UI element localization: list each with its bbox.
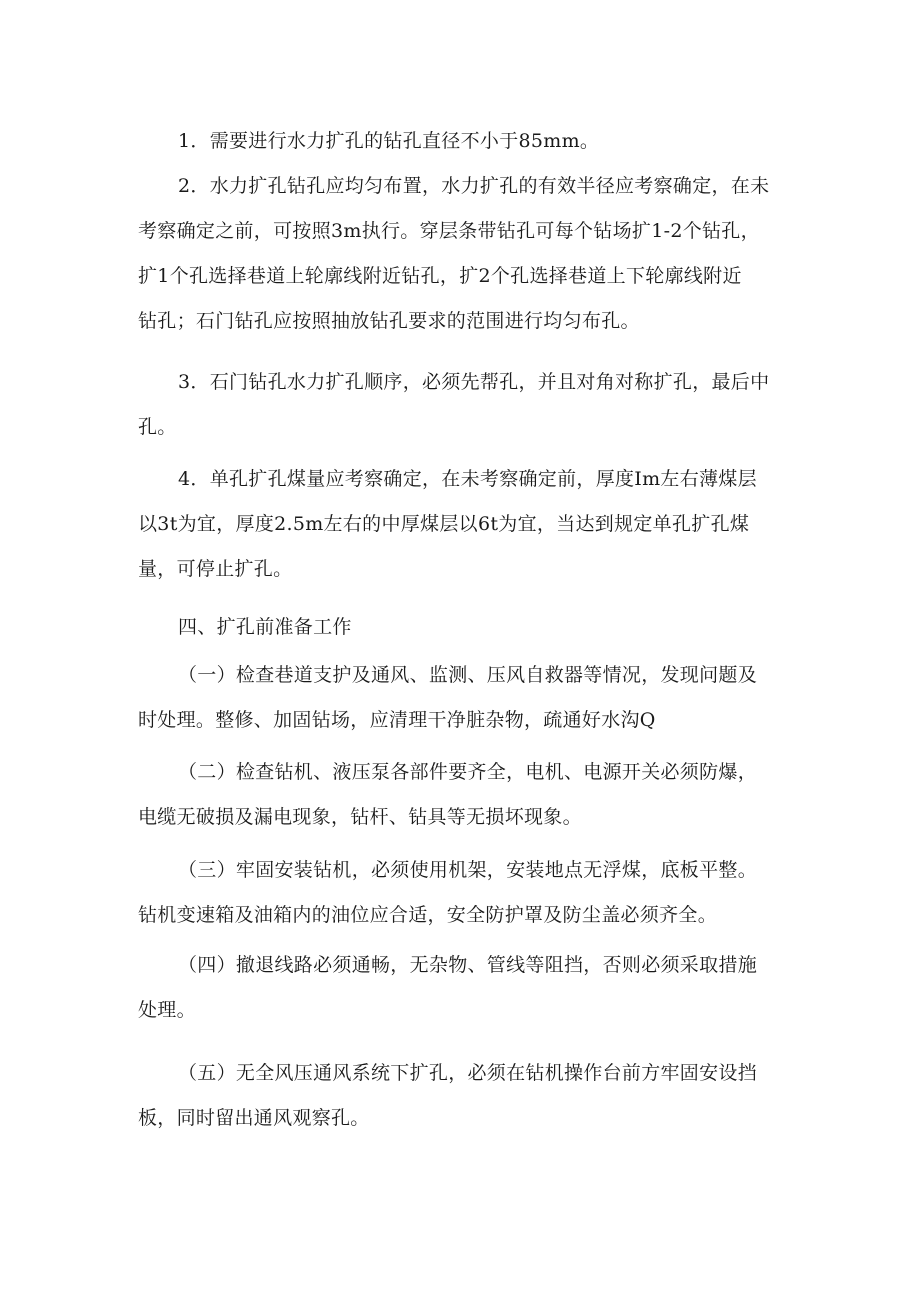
text-line: （三）牢固安装钻机，必须使用机架，安装地点无浮煤，底板平整。 (178, 859, 758, 881)
section-heading (138, 605, 793, 650)
text-line: 电缆无破损及漏电现象，钻杆、钻具等无损坏现象。 (138, 806, 582, 828)
text-line: 扩1个孔选择巷道上轮廓线附近钻孔，扩2个孔选择巷道上下轮廓线附近 (138, 265, 742, 287)
text-line: 考察确定之前，可按照3m执行。穿层条带钻孔可每个钻场扩1-2个钻孔， (138, 220, 760, 242)
text-line: （五）无全风压通风系统下扩孔，必须在钻机操作台前方牢固安设挡 (178, 1062, 758, 1084)
text-line: 钻机变速箱及油箱内的油位应合适，安全防护罩及防尘盖必须齐全。 (138, 904, 718, 926)
paragraph-item-4 (138, 457, 793, 592)
text-line: （四）撤退线路必须通畅，无杂物、管线等阻挡，否则必须采取措施 (178, 954, 758, 976)
text-line: 2．水力扩孔钻孔应均匀布置，水力扩孔的有效半径应考察确定，在未 (178, 175, 770, 197)
text-line: 量，可停止扩孔。 (138, 558, 293, 580)
paragraph-prep-2 (138, 750, 793, 840)
text-line: 1．需要进行水力扩孔的钻孔直径不小于85mm。 (178, 130, 600, 152)
text-line: 钻孔；石门钻孔应按照抽放钻孔要求的范围进行均匀布孔。 (138, 310, 640, 332)
text-line: 四、扩孔前准备工作 (178, 616, 352, 638)
text-line: 板，同时留出通风观察孔。 (138, 1107, 370, 1129)
paragraph-item-1 (138, 119, 793, 164)
text-line: （二）检查钻机、液压泵各部件要齐全，电机、电源开关必须防爆， (178, 761, 758, 783)
text-line: 处理。 (138, 999, 196, 1021)
text-line: 以3t为宜，厚度2.5m左右的中厚煤层以6t为宜，当达到规定单孔扩孔煤 (138, 513, 750, 535)
text-line: （一）检查巷道支护及通风、监测、压风自救器等情况，发现问题及 (178, 664, 758, 686)
paragraph-prep-1 (138, 653, 793, 743)
paragraph-prep-3 (138, 848, 793, 938)
text-line: 4．单孔扩孔煤量应考察确定，在未考察确定前，厚度Im左右薄煤层 (178, 468, 757, 490)
text-line: 3．石门钻孔水力扩孔顺序，必须先帮孔，并且对角对称扩孔，最后中 (178, 371, 770, 393)
paragraph-prep-5 (138, 1051, 793, 1141)
paragraph-prep-4 (138, 943, 793, 1033)
paragraph-item-3 (138, 360, 793, 450)
text-line: 时处理。整修、加固钻场，应清理干净脏杂物，疏通好水沟Q (138, 709, 656, 731)
text-line: 孔。 (138, 416, 177, 438)
paragraph-item-2 (138, 164, 793, 344)
